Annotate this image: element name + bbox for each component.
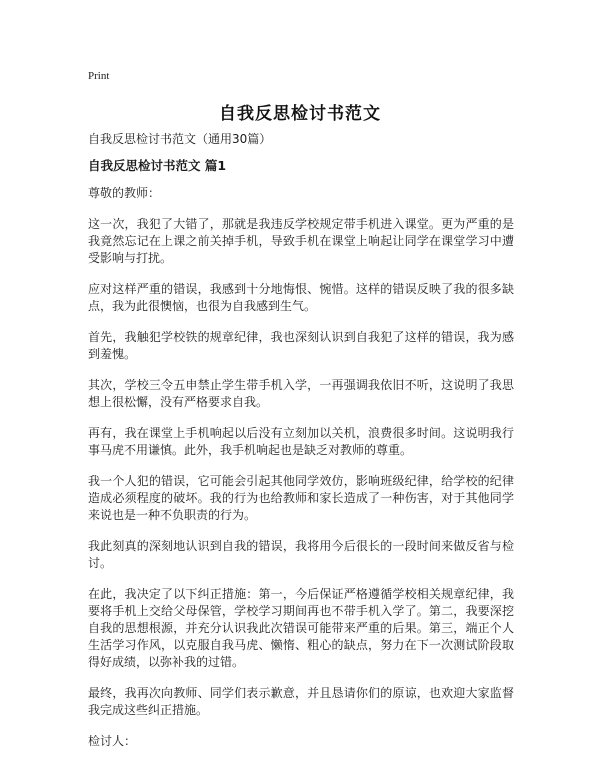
document-title: 自我反思检讨书范文: [219, 104, 381, 124]
signature-line: 检讨人：: [88, 734, 137, 748]
paragraph: 在此，我决定了以下纠正措施：第一，今后保证严格遵循学校相关规章纪律，我要将手机上交给父母保管，学校学习期间再也不带手机入学了。第二，我要深挖自我的思想根源，并充分认识我此次错误可能带来严重的后果。第三，端正个人生活学习作风，以克服自我马虎、懒惰、粗心的缺点，努力在下一次测试阶段取得好成绩，以弥补我的过错。: [88, 587, 514, 669]
paragraph-salutation: 尊敬的教师：: [88, 186, 161, 200]
paragraph: 最终，我再次向教师、同学们表示歉意，并且恳请你们的原谅，也欢迎大家监督我完成这些纠正措施。: [88, 686, 514, 717]
paragraph: 再有，我在课堂上手机响起以后没有立刻加以关机，浪费很多时间。这说明我行事马虎不用谦慎。此外，我手机响起也是缺乏对教师的尊重。: [88, 426, 514, 457]
paragraph: 这一次，我犯了大错了，那就是我违反学校规定带手机进入课堂。更为严重的是我竟然忘记在上课之前关掉手机，导致手机在课堂上响起让同学在课堂学习中遭受影响与打扰。: [88, 217, 514, 265]
document-body: [88, 131, 514, 764]
paragraph: 我此刻真的深刻地认识到自我的错误，我将用今后很长的一段时间来做反省与检讨。: [88, 539, 514, 570]
paragraph: 应对这样严重的错误，我感到十分地悔恨、惋惜。这样的错误反映了我的很多缺点，我为此很懊恼，也很为自我感到生气。: [88, 282, 514, 313]
print-label[interactable]: Print: [88, 70, 110, 82]
document-subtitle: 自我反思检讨书范文（通用30篇）: [88, 132, 272, 146]
paragraph: 首先，我触犯学校铁的规章纪律，我也深刻认识到自我犯了这样的错误，我为感到羞愧。: [88, 330, 514, 361]
section-heading: 自我反思检讨书范文 篇1: [88, 158, 227, 173]
paragraph: 我一个人犯的错误，它可能会引起其他同学效仿，影响班级纪律，给学校的纪律造成必须程度的破坏。我的行为也给教师和家长造成了一种伤害，对于其他同学来说也是一种不负职责的行为。: [88, 474, 514, 522]
paragraph: 其次，学校三令五申禁止学生带手机入学，一再强调我依旧不听，这说明了我思想上很松懈，没有严格要求自我。: [88, 378, 514, 409]
